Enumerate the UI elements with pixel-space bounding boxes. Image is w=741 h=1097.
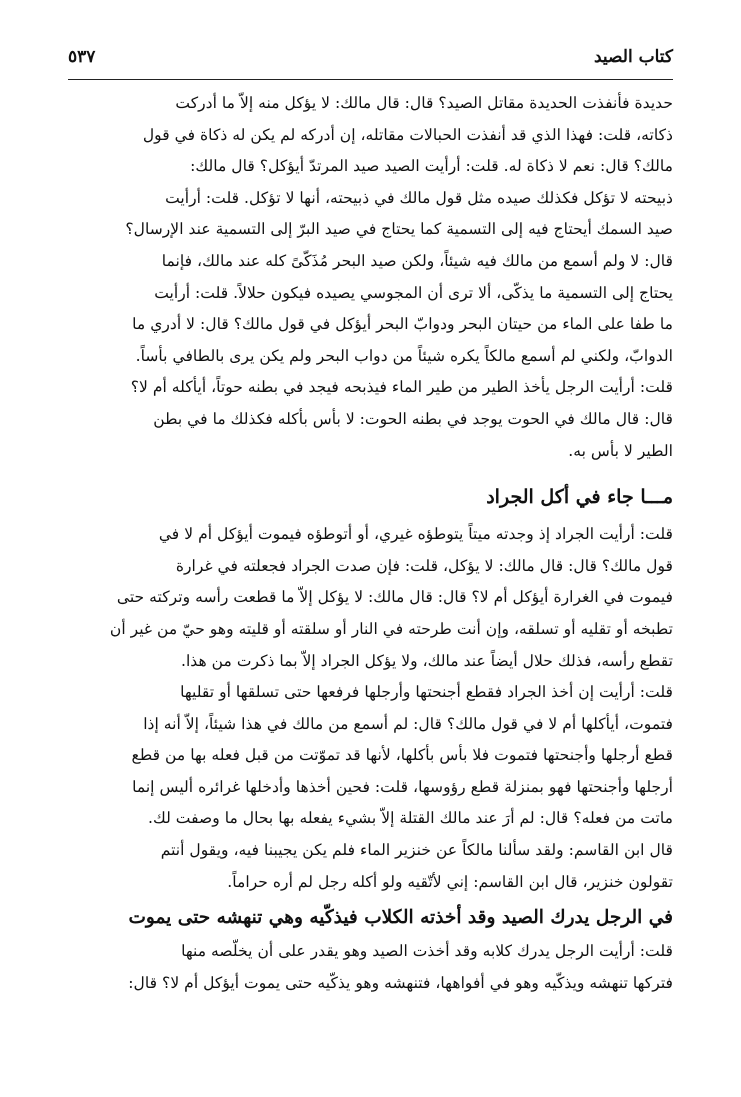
page-number: ٥٣٧ bbox=[68, 47, 96, 67]
running-header bbox=[68, 42, 673, 72]
page-body bbox=[68, 88, 673, 999]
text-line: أرجلها وأجنحتها فهو بمنزلة قطع رؤوسها، قلت: فحين أخذها وأدخلها غرائره أليس إنما bbox=[132, 777, 673, 796]
section-heading-dogs: في الرجل يدرك الصيد وقد أخذته الكلاب فيذكّيه وهي تنهشه حتى يموت bbox=[128, 907, 673, 929]
text-line: ما طفا على الماء من حيتان البحر ودوابّ البحر أيؤكل في قول مالك؟ قال: لا أدري ما bbox=[132, 315, 673, 334]
text-line: تقطع رأسه، فذلك حلال أيضاً عند مالك، ولا يؤكل الجراد إلاّ بما ذكرت من هذا. bbox=[180, 651, 673, 670]
book-title: كتاب الصيد bbox=[593, 47, 673, 67]
text-line: قال ابن القاسم: ولقد سألنا مالكاً عن خنزير الماء فلم يكن يجيبنا فيه، ويقول أنتم bbox=[160, 841, 673, 860]
text-line: قطع أرجلها وأجنحتها فتموت فلا بأس بأكلها، لأنها قد تموّتت من قبل فعله بها من قطع bbox=[131, 746, 673, 765]
text-line: فتركها تنهشه ويذكّيه وهو في أفواهها، فتنهشه وهو يذكّيه حتى يموت أيؤكل أم لا؟ قال: bbox=[128, 973, 673, 992]
locusts-passage bbox=[68, 519, 673, 898]
opening-passage bbox=[68, 88, 673, 467]
section-heading-locusts: مـــا جاء في أكل الجراد bbox=[486, 486, 673, 509]
text-line: قول مالك؟ قال: قال مالك: لا يؤكل، قلت: فإن صدت الجراد فجعلته في غرارة bbox=[175, 556, 673, 575]
text-line: صيد السمك أيحتاج فيه إلى التسمية كما يحتاج في صيد البرّ إلى التسمية عند الإرسال؟ bbox=[125, 220, 673, 239]
text-line: الدوابّ، ولكني لم أسمع مالكاً يكره شيئاً من دواب البحر ولم يكن يرى بالطافي بأساً. bbox=[135, 346, 673, 365]
text-line: قال: قال مالك في الحوت يوجد في بطنه الحوت: لا بأس بأكله فكذلك ما في بطن bbox=[153, 409, 673, 428]
text-line: ذكاته، قلت: فهذا الذي قد أنفذت الحبالات مقاتله، إن أدركه لم يكن له ذكاة في قول bbox=[142, 125, 673, 144]
text-line: قال: لا ولم أسمع من مالك فيه شيئاً، ولكن صيد البحر مُذَكّىً كله عند مالك، فإنما bbox=[161, 251, 673, 270]
text-line: ماتت من فعله؟ قال: لم أرَ عند مالك القتلة إلاّ بشيء يفعله بها بحال ما وصفت لك. bbox=[147, 809, 673, 828]
text-line: مالك؟ قال: نعم لا ذكاة له. قلت: أرأيت الصيد صيد المرتدّ أيؤكل؟ قال مالك: bbox=[190, 157, 673, 176]
text-line: تطبخه أو تقليه أو تسلقه، وإن أنت طرحته في النار أو سلقته أو قليته وهو حيّ من غير أن bbox=[109, 619, 673, 638]
text-line: حديدة فأنفذت الحديدة مقاتل الصيد؟ قال: قال مالك: لا يؤكل منه إلاّ ما أدركت bbox=[175, 94, 673, 112]
header-rule bbox=[68, 79, 673, 80]
text-line: الطير لا بأس به. bbox=[568, 441, 673, 460]
text-line: قلت: أرأيت الرجل يدرك كلابه وقد أخذت الصيد وهو يقدر على أن يخلّصه منها bbox=[181, 942, 673, 961]
dogs-passage bbox=[68, 936, 673, 999]
text-line: يحتاج إلى التسمية ما يذكّى، ألا ترى أن المجوسي يصيده فيكون حلالاً. قلت: أرأيت bbox=[154, 283, 673, 302]
text-line: قلت: أرأيت الرجل يأخذ الطير من طير الماء فيذبحه فيجد في بطنه حوتاً، أيأكله أم لا؟ bbox=[130, 378, 673, 397]
text-line: فيموت في الغرارة أيؤكل أم لا؟ قال: قال مالك: لا يؤكل إلاّ ما قطعت رأسه وتركته حتى bbox=[116, 588, 673, 607]
text-line: ذبيحته لا تؤكل فكذلك صيده مثل قول مالك في ذبيحته، أنها لا تؤكل. قلت: أرأيت bbox=[165, 188, 673, 207]
text-line: قلت: أرأيت إن أخذ الجراد فقطع أجنحتها وأرجلها فرفعها حتى تسلقها أو تقليها bbox=[180, 683, 673, 702]
text-line: قلت: أرأيت الجراد إذ وجدته ميتاً يتوطؤه غيري، أو أتوطؤه فيموت أيؤكل أم لا في bbox=[158, 525, 673, 544]
text-line: فتموت، أيأكلها أم لا في قول مالك؟ قال: لم أسمع من مالك في هذا شيئاً، إلاّ أنه إذا bbox=[143, 714, 673, 733]
text-line: تقولون خنزير، قال ابن القاسم: إني لأتّقيه ولو أكله رجل لم أره حراماً. bbox=[227, 872, 673, 891]
